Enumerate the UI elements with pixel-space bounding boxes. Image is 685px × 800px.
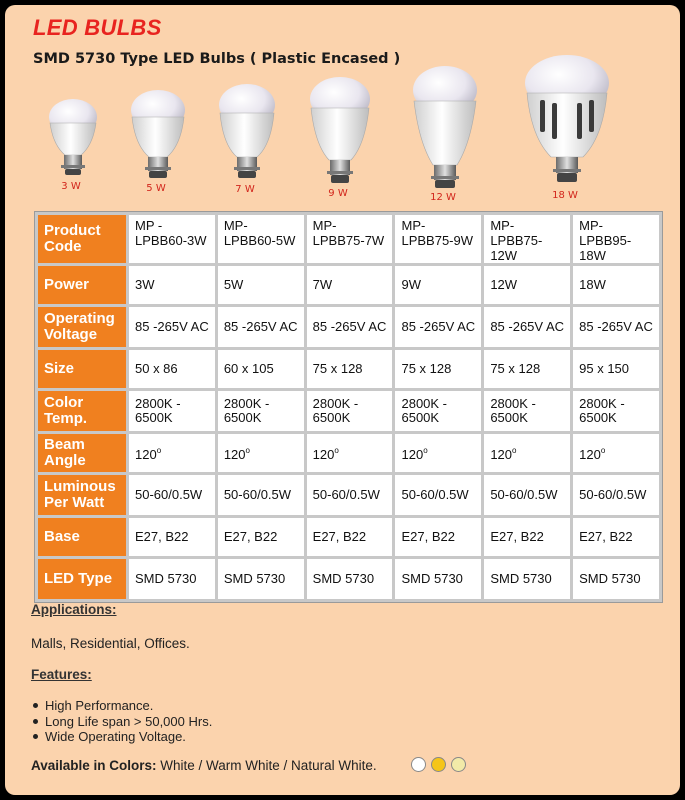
cell-value: 12W bbox=[490, 277, 518, 292]
cell-value: 85 -265V AC bbox=[490, 319, 565, 334]
table-cell bbox=[129, 307, 215, 347]
row-label: Operating Voltage bbox=[38, 307, 126, 347]
degree-unit: o bbox=[156, 446, 162, 455]
table-cell bbox=[395, 307, 481, 347]
degree-unit: o bbox=[423, 446, 428, 455]
table-cell bbox=[218, 434, 304, 472]
bulb-label-9w: 9 W bbox=[328, 188, 348, 199]
table-cell bbox=[307, 215, 393, 263]
cell-value: 120 bbox=[401, 447, 424, 462]
table-cell bbox=[395, 475, 481, 515]
table-cell bbox=[573, 475, 659, 515]
table-cell bbox=[307, 518, 393, 556]
cell-value: SMD 5730 bbox=[223, 571, 286, 586]
list-item: High Performance. bbox=[31, 698, 212, 714]
cell-value: 85 -265V AC bbox=[312, 319, 387, 334]
page-title: LED BULBS bbox=[33, 15, 162, 40]
cell-value: 7W bbox=[312, 277, 333, 292]
degree-unit: o bbox=[600, 446, 606, 455]
bulb-label-5w: 5 W bbox=[146, 183, 166, 194]
table-cell bbox=[129, 350, 215, 388]
cell-value: 50-60/0.5W bbox=[401, 487, 469, 502]
table-cell bbox=[129, 391, 215, 431]
cell-value: MP- LPBB95-18W bbox=[579, 218, 632, 263]
cell-value: MP- LPBB75-7W bbox=[312, 218, 385, 248]
bulb-3w-image bbox=[49, 99, 97, 175]
table-cell bbox=[573, 350, 659, 388]
cell-value: 75 x 128 bbox=[312, 361, 363, 376]
table-cell bbox=[484, 475, 570, 515]
available-colors bbox=[31, 758, 377, 773]
color-swatch-warm-white bbox=[431, 757, 446, 772]
bulb-label-18w: 18 W bbox=[552, 190, 578, 201]
bulb-images bbox=[5, 5, 680, 215]
degree-unit: o bbox=[245, 446, 250, 455]
features-list bbox=[31, 698, 212, 745]
cell-value: 85 -265V AC bbox=[401, 319, 476, 334]
table-row bbox=[38, 391, 659, 431]
cell-value: SMD 5730 bbox=[490, 571, 552, 586]
cell-value: 9W bbox=[401, 277, 421, 292]
table-cell bbox=[395, 434, 481, 472]
table-cell bbox=[129, 518, 215, 556]
bulb-7w-image bbox=[219, 84, 275, 178]
cell-value: SMD 5730 bbox=[401, 571, 463, 586]
table-cell bbox=[218, 307, 304, 347]
bulb-5w-image bbox=[131, 90, 185, 178]
table-cell bbox=[129, 475, 215, 515]
cell-value: MP - LPBB60-3W bbox=[135, 218, 207, 248]
table-cell bbox=[307, 266, 393, 304]
row-label: Power bbox=[38, 266, 126, 304]
cell-value: E27, B22 bbox=[135, 529, 189, 544]
cell-value: 60 x 105 bbox=[223, 361, 274, 376]
row-label: Base bbox=[38, 518, 126, 556]
table-cell bbox=[218, 518, 304, 556]
cell-value: 95 x 150 bbox=[579, 361, 630, 376]
table-cell bbox=[307, 391, 393, 431]
table-row bbox=[38, 559, 659, 599]
cell-value: 50-60/0.5W bbox=[135, 487, 203, 502]
bulb-label-3w: 3 W bbox=[61, 181, 81, 192]
table-cell bbox=[573, 307, 659, 347]
table-cell bbox=[129, 266, 215, 304]
cell-value: MP- LPBB75-12W bbox=[490, 218, 543, 263]
cell-value: 85 -265V AC bbox=[135, 319, 209, 334]
cell-value: SMD 5730 bbox=[135, 571, 197, 586]
table-cell bbox=[218, 350, 304, 388]
cell-value: SMD 5730 bbox=[312, 571, 375, 586]
table-cell bbox=[484, 307, 570, 347]
cell-value: 85 -265V AC bbox=[579, 319, 653, 334]
cell-value: E27, B22 bbox=[490, 529, 544, 544]
cell-value: E27, B22 bbox=[312, 529, 367, 544]
table-cell bbox=[395, 266, 481, 304]
degree-unit: o bbox=[512, 446, 517, 455]
cell-value: 2800K - 6500K bbox=[490, 396, 536, 425]
table-cell bbox=[395, 518, 481, 556]
cell-value: E27, B22 bbox=[401, 529, 455, 544]
table-cell bbox=[573, 559, 659, 599]
degree-unit: o bbox=[334, 446, 339, 455]
page-frame bbox=[5, 5, 680, 795]
cell-value: 120 bbox=[223, 447, 246, 462]
table-cell bbox=[573, 391, 659, 431]
row-label: Product Code bbox=[38, 215, 126, 263]
cell-value: 50 x 86 bbox=[135, 361, 178, 376]
bulb-label-12w: 12 W bbox=[430, 192, 456, 203]
cell-value: 2800K - 6500K bbox=[135, 396, 181, 425]
table-cell bbox=[129, 559, 215, 599]
table-cell bbox=[218, 559, 304, 599]
table-cell bbox=[129, 434, 215, 472]
table-cell bbox=[218, 391, 304, 431]
table-row bbox=[38, 266, 659, 304]
table-cell bbox=[573, 434, 659, 472]
color-swatch-white bbox=[411, 757, 426, 772]
color-swatch-natural-white bbox=[451, 757, 466, 772]
table-cell bbox=[395, 350, 481, 388]
table-cell bbox=[307, 307, 393, 347]
cell-value: 75 x 128 bbox=[401, 361, 452, 376]
table-cell bbox=[484, 350, 570, 388]
table-cell bbox=[395, 391, 481, 431]
cell-value: 2800K - 6500K bbox=[312, 396, 359, 425]
table-cell bbox=[218, 266, 304, 304]
table-row bbox=[38, 518, 659, 556]
table-cell bbox=[484, 559, 570, 599]
table-cell bbox=[484, 215, 570, 263]
applications-text: Malls, Residential, Offices. bbox=[31, 636, 190, 651]
list-item: Wide Operating Voltage. bbox=[31, 729, 212, 745]
table-cell bbox=[573, 266, 659, 304]
row-label: Color Temp. bbox=[38, 391, 126, 431]
table-cell bbox=[307, 350, 393, 388]
table-row bbox=[38, 475, 659, 515]
table-cell bbox=[307, 559, 393, 599]
cell-value: SMD 5730 bbox=[579, 571, 641, 586]
applications-heading: Applications: bbox=[31, 602, 117, 617]
bulb-label-7w: 7 W bbox=[235, 184, 255, 195]
cell-value: E27, B22 bbox=[223, 529, 278, 544]
cell-value: 50-60/0.5W bbox=[579, 487, 647, 502]
cell-value: MP- LPBB60-5W bbox=[223, 218, 296, 248]
table-cell bbox=[395, 215, 481, 263]
list-item: Long Life span > 50,000 Hrs. bbox=[31, 714, 212, 730]
table-row bbox=[38, 307, 659, 347]
cell-value: 120 bbox=[135, 447, 157, 462]
table-cell bbox=[218, 215, 304, 263]
available-colors-text: White / Warm White / Natural White. bbox=[160, 758, 377, 773]
cell-value: 50-60/0.5W bbox=[223, 487, 292, 502]
cell-value: 2800K - 6500K bbox=[401, 396, 448, 425]
cell-value: 2800K - 6500K bbox=[579, 396, 625, 425]
cell-value: 120 bbox=[579, 447, 601, 462]
table-cell bbox=[484, 266, 570, 304]
cell-value: 2800K - 6500K bbox=[223, 396, 270, 425]
page-subtitle: SMD 5730 Type LED Bulbs ( Plastic Encased ) bbox=[33, 51, 401, 67]
table-row bbox=[38, 215, 659, 263]
row-label: Beam Angle bbox=[38, 434, 126, 472]
table-cell bbox=[484, 518, 570, 556]
bulb-18w-image bbox=[525, 55, 609, 182]
table-cell bbox=[129, 215, 215, 263]
table-row bbox=[38, 350, 659, 388]
row-label: LED Type bbox=[38, 559, 126, 599]
row-label: Size bbox=[38, 350, 126, 388]
cell-value: 18W bbox=[579, 277, 606, 292]
table-cell bbox=[573, 518, 659, 556]
table-row bbox=[38, 434, 659, 472]
bulb-12w-image bbox=[413, 66, 477, 188]
cell-value: 85 -265V AC bbox=[223, 319, 298, 334]
bulb-9w-image bbox=[310, 77, 370, 183]
cell-value: 3W bbox=[135, 277, 155, 292]
cell-value: 120 bbox=[490, 447, 513, 462]
cell-value: 50-60/0.5W bbox=[312, 487, 380, 502]
features-heading: Features: bbox=[31, 667, 92, 682]
table-cell bbox=[484, 391, 570, 431]
cell-value: 75 x 128 bbox=[490, 361, 541, 376]
table-cell bbox=[307, 434, 393, 472]
cell-value: 120 bbox=[312, 447, 335, 462]
available-colors-label: Available in Colors: bbox=[31, 758, 157, 773]
table-cell bbox=[395, 559, 481, 599]
cell-value: E27, B22 bbox=[579, 529, 633, 544]
specification-table bbox=[34, 211, 663, 603]
cell-value: 5W bbox=[223, 277, 244, 292]
table-cell bbox=[573, 215, 659, 263]
table-cell bbox=[484, 434, 570, 472]
cell-value: 50-60/0.5W bbox=[490, 487, 558, 502]
cell-value: MP- LPBB75-9W bbox=[401, 218, 474, 248]
table-cell bbox=[307, 475, 393, 515]
row-label: Luminous Per Watt bbox=[38, 475, 126, 515]
table-cell bbox=[218, 475, 304, 515]
